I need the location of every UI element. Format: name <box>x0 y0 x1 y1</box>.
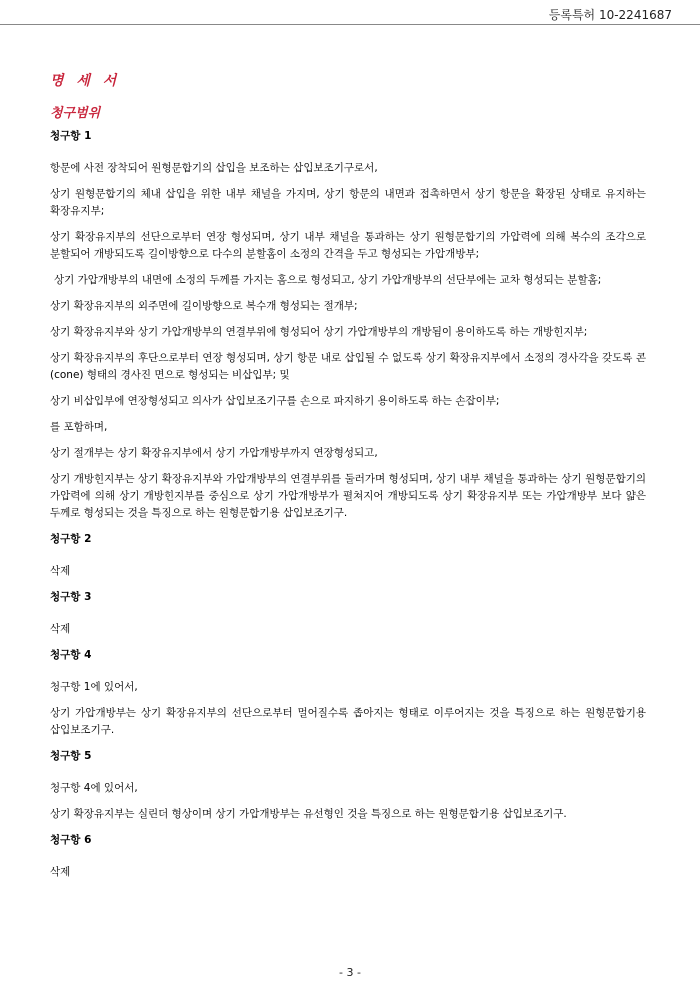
claim-paragraph: 를 포함하며, <box>50 421 108 433</box>
claim-paragraph: 상기 가압개방부는 상기 확장유지부의 선단으로부터 멀어질수록 좁아지는 형태로 이루어지는 것을 특징으로 하는 원형문합기용 삽입보조기구. <box>50 707 646 736</box>
claim-1 <box>50 128 646 522</box>
claim-6 <box>50 832 646 881</box>
claim-4 <box>50 647 646 739</box>
claim-heading: 청구항 2 <box>50 533 92 545</box>
claim-paragraph: 청구항 4에 있어서, <box>50 782 138 794</box>
claim-paragraph: 상기 확장유지부의 후단으로부터 연장 형성되며, 상기 항문 내로 삽입될 수 없도록 상기 확장유지부에서 소정의 경사각을 갖도록 콘(cone) 형태의 경사진 면으로 형성되는 비삽입부; 및 <box>50 352 646 381</box>
claim-2 <box>50 531 646 580</box>
claim-paragraph: 청구항 1에 있어서, <box>50 681 138 693</box>
claim-paragraph: 삭제 <box>50 565 71 577</box>
claim-3 <box>50 589 646 638</box>
claim-paragraph: 삭제 <box>50 866 71 878</box>
claim-heading: 청구항 3 <box>50 591 92 603</box>
claim-paragraph: 상기 원형문합기의 체내 삽입을 위한 내부 채널을 가지며, 상기 항문의 내면과 접촉하면서 상기 항문을 확장된 상태로 유지하는 확장유지부; <box>50 188 646 217</box>
claim-paragraph: 항문에 사전 장착되어 원형문합기의 삽입을 보조하는 삽입보조기구로서, <box>50 162 378 174</box>
claim-paragraph: 상기 가압개방부의 내면에 소정의 두께를 가지는 홈으로 형성되고, 상기 가압개방부의 선단부에는 교차 형성되는 분할홈; <box>54 274 602 286</box>
claim-paragraph: 상기 확장유지부와 상기 가압개방부의 연결부위에 형성되어 상기 가압개방부의 개방됨이 용이하도록 하는 개방힌지부; <box>50 326 588 338</box>
claim-paragraph: 상기 절개부는 상기 확장유지부에서 상기 가압개방부까지 연장형성되고, <box>50 447 378 459</box>
claim-5 <box>50 748 646 823</box>
claim-heading: 청구항 6 <box>50 834 92 846</box>
claim-heading: 청구항 4 <box>50 649 92 661</box>
registration-number: 등록특허 10-2241687 <box>548 8 672 22</box>
document-title: 명 세 서 <box>50 73 121 89</box>
claims-body <box>50 128 646 890</box>
claim-paragraph: 상기 비삽입부에 연장형성되고 의사가 삽입보조기구를 손으로 파지하기 용이하도록 하는 손잡이부; <box>50 395 500 407</box>
claim-paragraph: 상기 개방힌지부는 상기 확장유지부와 가압개방부의 연결부위를 둘러가며 형성되며, 상기 내부 채널을 통과하는 상기 원형문합기의 가압력에 의해 상기 개방힌지부를 중심으로 상기 가압개방부가 펼쳐지어 개방되도록 상기 확장유지부 또는 가압개방부 보다 얇은 두께로 형성되는 것을 특징으로 하는 원형문합기용 삽입보조기구. <box>50 473 646 519</box>
claim-paragraph: 상기 확장유지부는 실린더 형상이며 상기 가압개방부는 유선형인 것을 특징으로 하는 원형문합기용 삽입보조기구. <box>50 808 567 820</box>
claim-paragraph: 상기 확장유지부의 외주면에 길이방향으로 복수개 형성되는 절개부; <box>50 300 358 312</box>
section-title: 청구범위 <box>50 106 101 121</box>
claim-paragraph: 상기 확장유지부의 선단으로부터 연장 형성되며, 상기 내부 채널을 통과하는 상기 원형문합기의 가압력에 의해 복수의 조각으로 분할되어 개방되도록 길이방향으로 다수의 분할홈이 소정의 간격을 두고 형성되는 가압개방부; <box>50 231 646 260</box>
claim-paragraph: 삭제 <box>50 623 71 635</box>
page-number: - 3 - <box>339 966 361 979</box>
header-divider <box>0 24 700 25</box>
claim-heading: 청구항 5 <box>50 750 92 762</box>
claim-heading: 청구항 1 <box>50 130 92 142</box>
